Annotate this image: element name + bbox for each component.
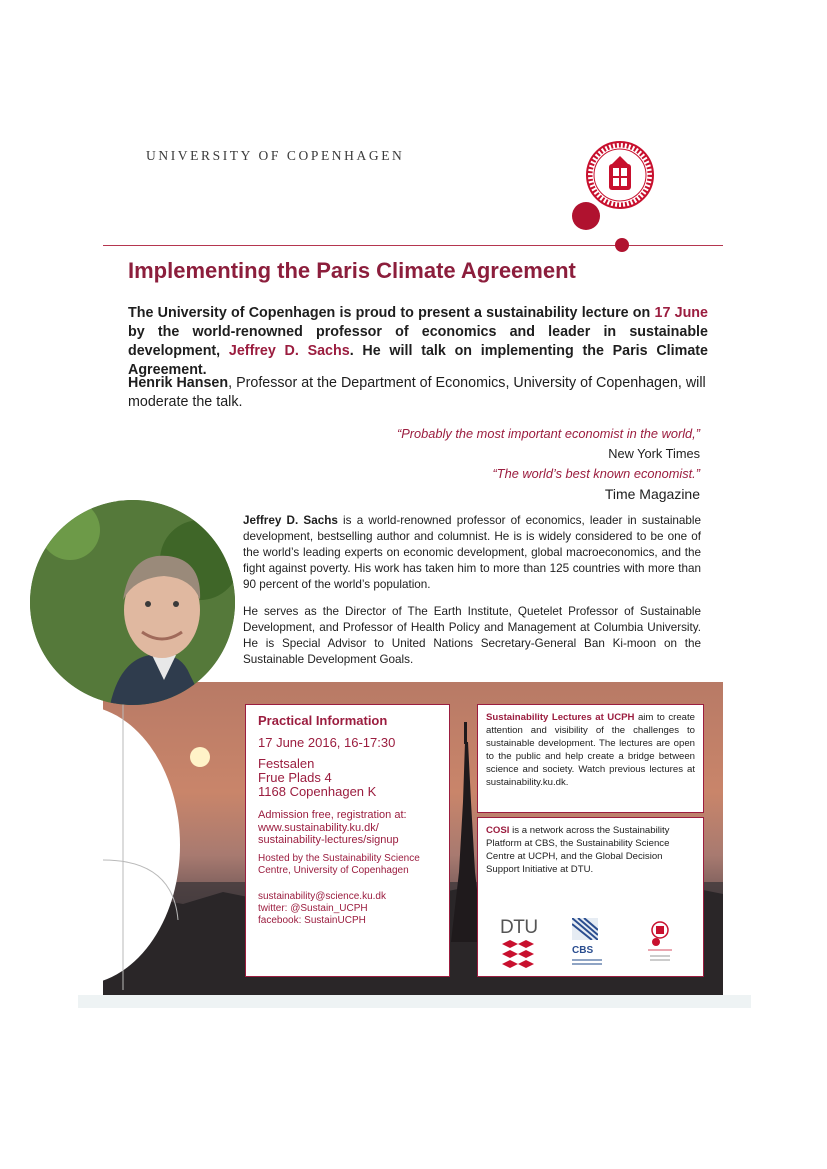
dtu-logo: DTU xyxy=(500,918,540,973)
host-info: Hosted by the Sustainability Science Centre, University of Copenhagen xyxy=(258,852,420,876)
quotes-block xyxy=(397,424,700,504)
decorative-lines xyxy=(103,660,193,990)
quote-text: “Probably the most important economist in the world,” xyxy=(397,426,700,441)
bio-text xyxy=(243,513,701,679)
moderator-paragraph: Henrik Hansen, Professor at the Department of Economics, University of Copenhagen, will moderate the talk. xyxy=(128,375,706,410)
venue-address: Festsalen Frue Plads 4 1168 Copenhagen K xyxy=(258,756,377,799)
admission-info: Admission free, registration at: www.sustainability.ku.dk/ sustainability-lectures/signup xyxy=(258,809,437,847)
quote-source: New York Times xyxy=(608,446,700,461)
bio-paragraph: He serves as the Director of The Earth Institute, Quetelet Professor of Sustainable Development, and Professor of Health Policy and Management at Columbia University. He is Special Advisor to United Nations Secretary-General Ban Ki-moon on the Sustainable Development Goals. xyxy=(243,605,701,666)
page-title: Implementing the Paris Climate Agreement xyxy=(128,258,576,283)
quote-source: Time Magazine xyxy=(604,486,700,502)
university-seal-icon xyxy=(585,140,655,210)
facebook-link[interactable]: facebook: SustainUCPH xyxy=(258,914,366,926)
twitter-link[interactable]: twitter: @Sustain_UCPH xyxy=(258,902,368,914)
cbs-mark-icon xyxy=(572,918,598,940)
footer-band xyxy=(78,995,751,1008)
header-rule xyxy=(103,245,723,246)
lectures-info-box: Sustainability Lectures at UCPH aim to create attention and visibility of the challenges to sustainable development. The lectures are open to the public and help create a bridge between science and society. Watch previous lectures at sustainability.ku.dk. xyxy=(477,704,704,813)
practical-heading: Practical Information xyxy=(258,713,388,728)
ucph-small-seal-icon xyxy=(648,920,672,968)
dtu-wave-icon xyxy=(500,938,536,968)
contact-info xyxy=(258,891,437,927)
event-datetime: 17 June 2016, 16-17:30 xyxy=(258,735,396,750)
decorative-dot-large xyxy=(572,202,600,230)
intro-paragraph: The University of Copenhagen is proud to present a sustainability lecture on 17 June by the world-renowned professor of economics and leader in sustainable development, Jeffrey D. Sachs. He will talk on implementing the Paris Climate Agreement. xyxy=(128,305,708,378)
email-link[interactable]: sustainability@science.ku.dk xyxy=(258,890,386,902)
registration-link[interactable]: sustainability-lectures/signup xyxy=(258,834,399,846)
practical-info-box xyxy=(245,704,450,977)
bio-paragraph: Jeffrey D. Sachs is a world-renowned professor of economics, leader in sustainable development, bestselling author and columnist. He is is widely considered to be one of the world’s leading experts on economic development, global macroeconomics, and the fight against poverty. His work has taken him to more than 125 countries with more than 90 percent of the world’s population. xyxy=(243,514,702,591)
decorative-dot-small xyxy=(615,238,629,252)
registration-link[interactable]: www.sustainability.ku.dk/ xyxy=(258,821,379,834)
quote-text: “The world’s best known economist.” xyxy=(492,466,700,481)
cbs-logo: CBS xyxy=(572,918,612,965)
cosi-info-box: COSI is a network across the Sustainability Platform at CBS, the Sustainability Science Centre at UCPH, and the Global Decision Support Initiative at DTU. xyxy=(477,817,704,977)
university-name: UNIVERSITY OF COPENHAGEN xyxy=(146,148,405,163)
portrait-photo xyxy=(30,500,235,705)
